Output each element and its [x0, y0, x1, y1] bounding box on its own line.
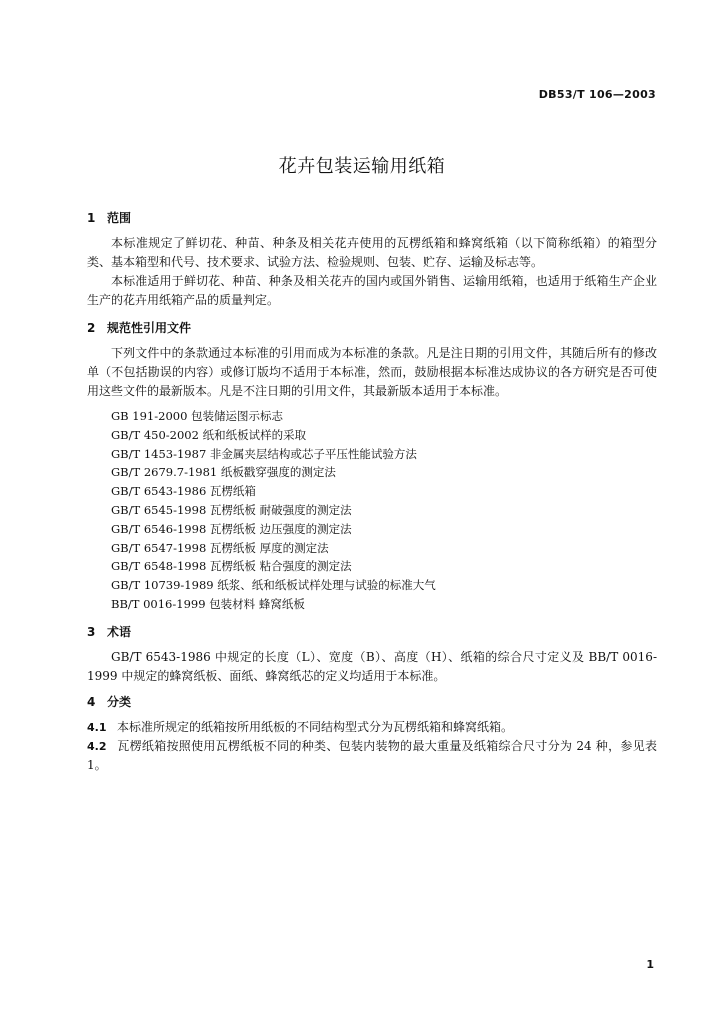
section-2-heading	[87, 318, 657, 338]
clause-text: 本标准所规定的纸箱按所用纸板的不同结构型式分为瓦楞纸箱和蜂窝纸箱。	[117, 719, 514, 734]
reference-item: GB/T 1453-1987 非金属夹层结构或芯子平压性能试验方法	[111, 446, 417, 461]
reference-item: GB/T 6545-1998 瓦楞纸板 耐破强度的测定法	[111, 502, 352, 517]
section-number: 1	[87, 211, 96, 225]
reference-item: GB/T 6548-1998 瓦楞纸板 粘合强度的测定法	[111, 559, 352, 574]
clause-4-2	[87, 737, 657, 775]
reference-item: BB/T 0016-1999 包装材料 蜂窝纸板	[111, 596, 305, 611]
paragraph: 本标准适用于鲜切花、种苗、种条及相关花卉的国内或国外销售、运输用纸箱，也适用于纸箱生产企业生产的花卉用纸箱产品的质量判定。	[87, 274, 657, 307]
document-title: 花卉包装运输用纸箱	[278, 156, 446, 177]
page-number: 1	[646, 958, 654, 971]
paragraph: 本标准规定了鲜切花、种苗、种条及相关花卉使用的瓦楞纸箱和蜂窝纸箱（以下简称纸箱）的箱型分类、基本箱型和代号、技术要求、试验方法、检验规则、包装、贮存、运输及标志等。	[87, 236, 657, 269]
section-3-heading	[87, 622, 657, 642]
reference-item: GB/T 10739-1989 纸浆、纸和纸板试样处理与试验的标准大气	[111, 578, 436, 593]
section-title: 范围	[107, 211, 132, 225]
section-number: 2	[87, 321, 96, 335]
reference-list	[87, 407, 657, 614]
reference-item: GB 191-2000 包装储运图示标志	[111, 409, 284, 423]
section-title: 分类	[107, 694, 132, 709]
clause-4-1	[87, 718, 657, 737]
document-body	[87, 208, 657, 775]
reference-item: GB/T 6543-1986 瓦楞纸箱	[111, 484, 256, 499]
reference-item: GB/T 6547-1998 瓦楞纸板 厚度的测定法	[111, 540, 329, 555]
section-number: 4	[87, 694, 96, 709]
section-title: 规范性引用文件	[107, 321, 192, 335]
section-1-heading	[87, 208, 657, 228]
section-4-heading	[87, 692, 657, 712]
reference-item: GB/T 450-2002 纸和纸板试样的采取	[111, 427, 307, 442]
paragraph: GB/T 6543-1986 中规定的长度（L）、宽度（B）、高度（H）、纸箱的综合尺寸定义及 BB/T 0016-1999 中规定的蜂窝纸板、面纸、蜂窝纸芯的定义均适用于本标准。	[87, 649, 657, 683]
reference-item: GB/T 6546-1998 瓦楞纸板 边压强度的测定法	[111, 521, 352, 536]
document-code: DB53/T 106—2003	[538, 88, 656, 101]
clause-number: 4.1	[87, 720, 107, 734]
clause-number: 4.2	[87, 739, 107, 753]
reference-item: GB/T 2679.7-1981 纸板戳穿强度的测定法	[111, 465, 336, 480]
section-number: 3	[87, 624, 96, 639]
section-title: 术语	[107, 624, 132, 639]
clause-text: 瓦楞纸箱按照使用瓦楞纸板不同的种类、包装内装物的最大重量及纸箱综合尺寸分为 24 种，参见表 1。	[87, 738, 657, 772]
paragraph: 下列文件中的条款通过本标准的引用而成为本标准的条款。凡是注日期的引用文件，其随后所有的修改单（不包括勘误的内容）或修订版均不适用于本标准，然而，鼓励根据本标准达成协议的各方研究是否可使用这些文件的最新版本。凡是不注日期的引用文件，其最新版本适用于本标准。	[87, 346, 657, 398]
